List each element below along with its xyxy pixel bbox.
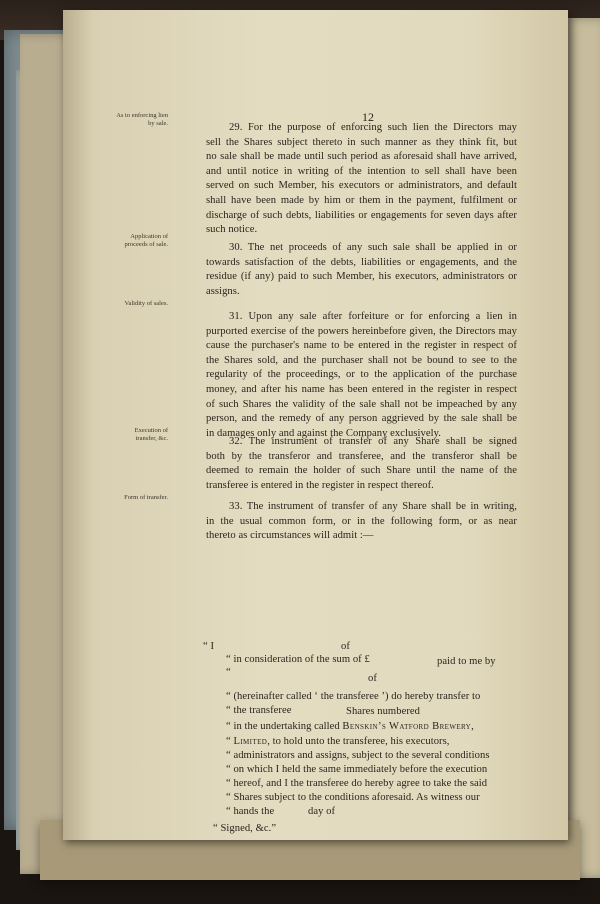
form-line-1b: of: [341, 641, 350, 652]
document-page: [63, 10, 568, 840]
margin-note: [88, 233, 168, 248]
margin-note-line: As to enforcing lien: [116, 112, 168, 119]
margin-note-line: transfer, &c.: [135, 434, 168, 442]
article-first-line: 31. Upon any sale after forfeiture or for enforcing a lien in: [229, 311, 517, 322]
margin-note-line: proceeds of sale.: [124, 240, 168, 248]
form-line-7: [226, 735, 450, 750]
form-line-10: “ hereof, and I the transferee do hereby agree to take the said: [226, 778, 488, 789]
article-line: person, and the remedy of any person aggrieved by the sale shall be: [206, 413, 517, 425]
article-line: assigns.: [206, 285, 240, 297]
article-line: thereto as circumstances will admit :—: [206, 530, 374, 542]
article-line: such notice.: [206, 224, 258, 236]
article-line: in damages only and against the Company exclusively.: [206, 427, 441, 439]
article-line: both by the transferor and transferee, and the transferor shall be: [206, 450, 517, 462]
article-line: in the usual common form, or in the following form, or as near: [206, 515, 517, 527]
margin-note-line: by sale.: [148, 119, 168, 127]
article-line: transferee is entered in the register in respect thereof.: [206, 479, 434, 491]
article-first-line: 29. For the purpose of enforcing such lien the Directors may: [229, 122, 517, 133]
form-line-7a: “: [226, 736, 234, 747]
margin-note-line: Validity of sales.: [124, 300, 168, 307]
article-line: cause the purchaser's name to be entered in the register in respect of: [206, 340, 517, 352]
article-line: towards satisfaction of the debts, liabilities or engagements, and the: [206, 256, 517, 268]
article-line: the Shares sold, and the purchaser shall not be bound to see to the: [206, 354, 517, 366]
form-line-12b: day of: [308, 806, 336, 817]
form-line-5b: Shares numbered: [346, 706, 421, 717]
form-line-3b: of: [368, 673, 377, 684]
margin-note: [88, 112, 168, 127]
form-line-6c: ,: [471, 721, 474, 732]
article-line: sell the Shares subject thereto in such manner as they think fit, but: [206, 136, 517, 148]
article-line: and until notice in writing of the intention to sell shall have been: [206, 165, 517, 177]
form-line-6a: “ in the undertaking called: [226, 721, 343, 732]
form-line-12a: “ hands the: [226, 806, 275, 817]
article-line: served on such Member, his executors or administrators, and default: [206, 180, 517, 192]
article-first-line: 33. The instrument of transfer of any Share shall be in writing,: [229, 501, 517, 512]
article-line: no sale shall be made until such period as aforesaid shall have arrived,: [206, 151, 517, 163]
margin-note: [88, 427, 168, 442]
margin-note-line: Application of: [130, 233, 168, 240]
article-line: residue (if any) paid to such Member, his executors, administrators or: [206, 271, 517, 283]
limited-word: Limited: [233, 736, 268, 747]
margin-note: [88, 494, 168, 502]
article-first-line: 30. The net proceeds of any such sale shall be applied in or: [229, 242, 517, 253]
form-line-7c: , to hold unto the transferee, his executors,: [267, 736, 450, 747]
article-line: discharge of such debts, liabilities or engagements for seven days after: [206, 209, 517, 221]
page-number: 12: [362, 110, 374, 124]
adjacent-page-edge: [566, 18, 600, 878]
form-line-8: “ administrators and assigns, subject to the several conditions: [226, 750, 490, 761]
form-line-9: “ on which I held the same immediately before the execution: [226, 764, 488, 775]
article-line: purported exercise of the powers hereinbefore given, the Directors may: [206, 325, 517, 337]
margin-note-line: Execution of: [134, 427, 168, 434]
margin-note: [88, 300, 168, 308]
company-name: Benskin’s Watford Brewery: [342, 721, 472, 732]
form-line-1a: “ I: [203, 641, 215, 652]
article-line: money, and after his name has been entered in the register in respect: [206, 384, 517, 395]
form-signed: “ Signed, &c.”: [213, 823, 277, 834]
article-line: regularity of the proceedings, or to the application of the purchase: [206, 369, 517, 381]
form-line-6: [226, 720, 474, 735]
article-line: of such Shares the validity of the sale shall not be impeached by any: [206, 398, 517, 410]
article-line: shall have been made by him or them in the payment, fulfilment or: [206, 195, 517, 206]
form-line-2b: paid to me by: [437, 656, 496, 667]
article-line: deemed to remain the holder of such Share until the name of the: [206, 465, 517, 477]
margin-note-line: Form of transfer.: [124, 494, 168, 501]
form-line-5a: “ the transferee: [226, 705, 292, 716]
form-line-3a: “: [226, 667, 231, 678]
form-line-11: “ Shares subject to the conditions aforesaid. As witness our: [226, 792, 480, 803]
article-first-line: 32. The instrument of transfer of any Share shall be signed: [229, 436, 517, 447]
form-line-2a: “ in consideration of the sum of £: [226, 654, 370, 665]
form-line-4: “ (hereinafter called ‘ the transferee ’) do hereby transfer to: [226, 691, 481, 702]
